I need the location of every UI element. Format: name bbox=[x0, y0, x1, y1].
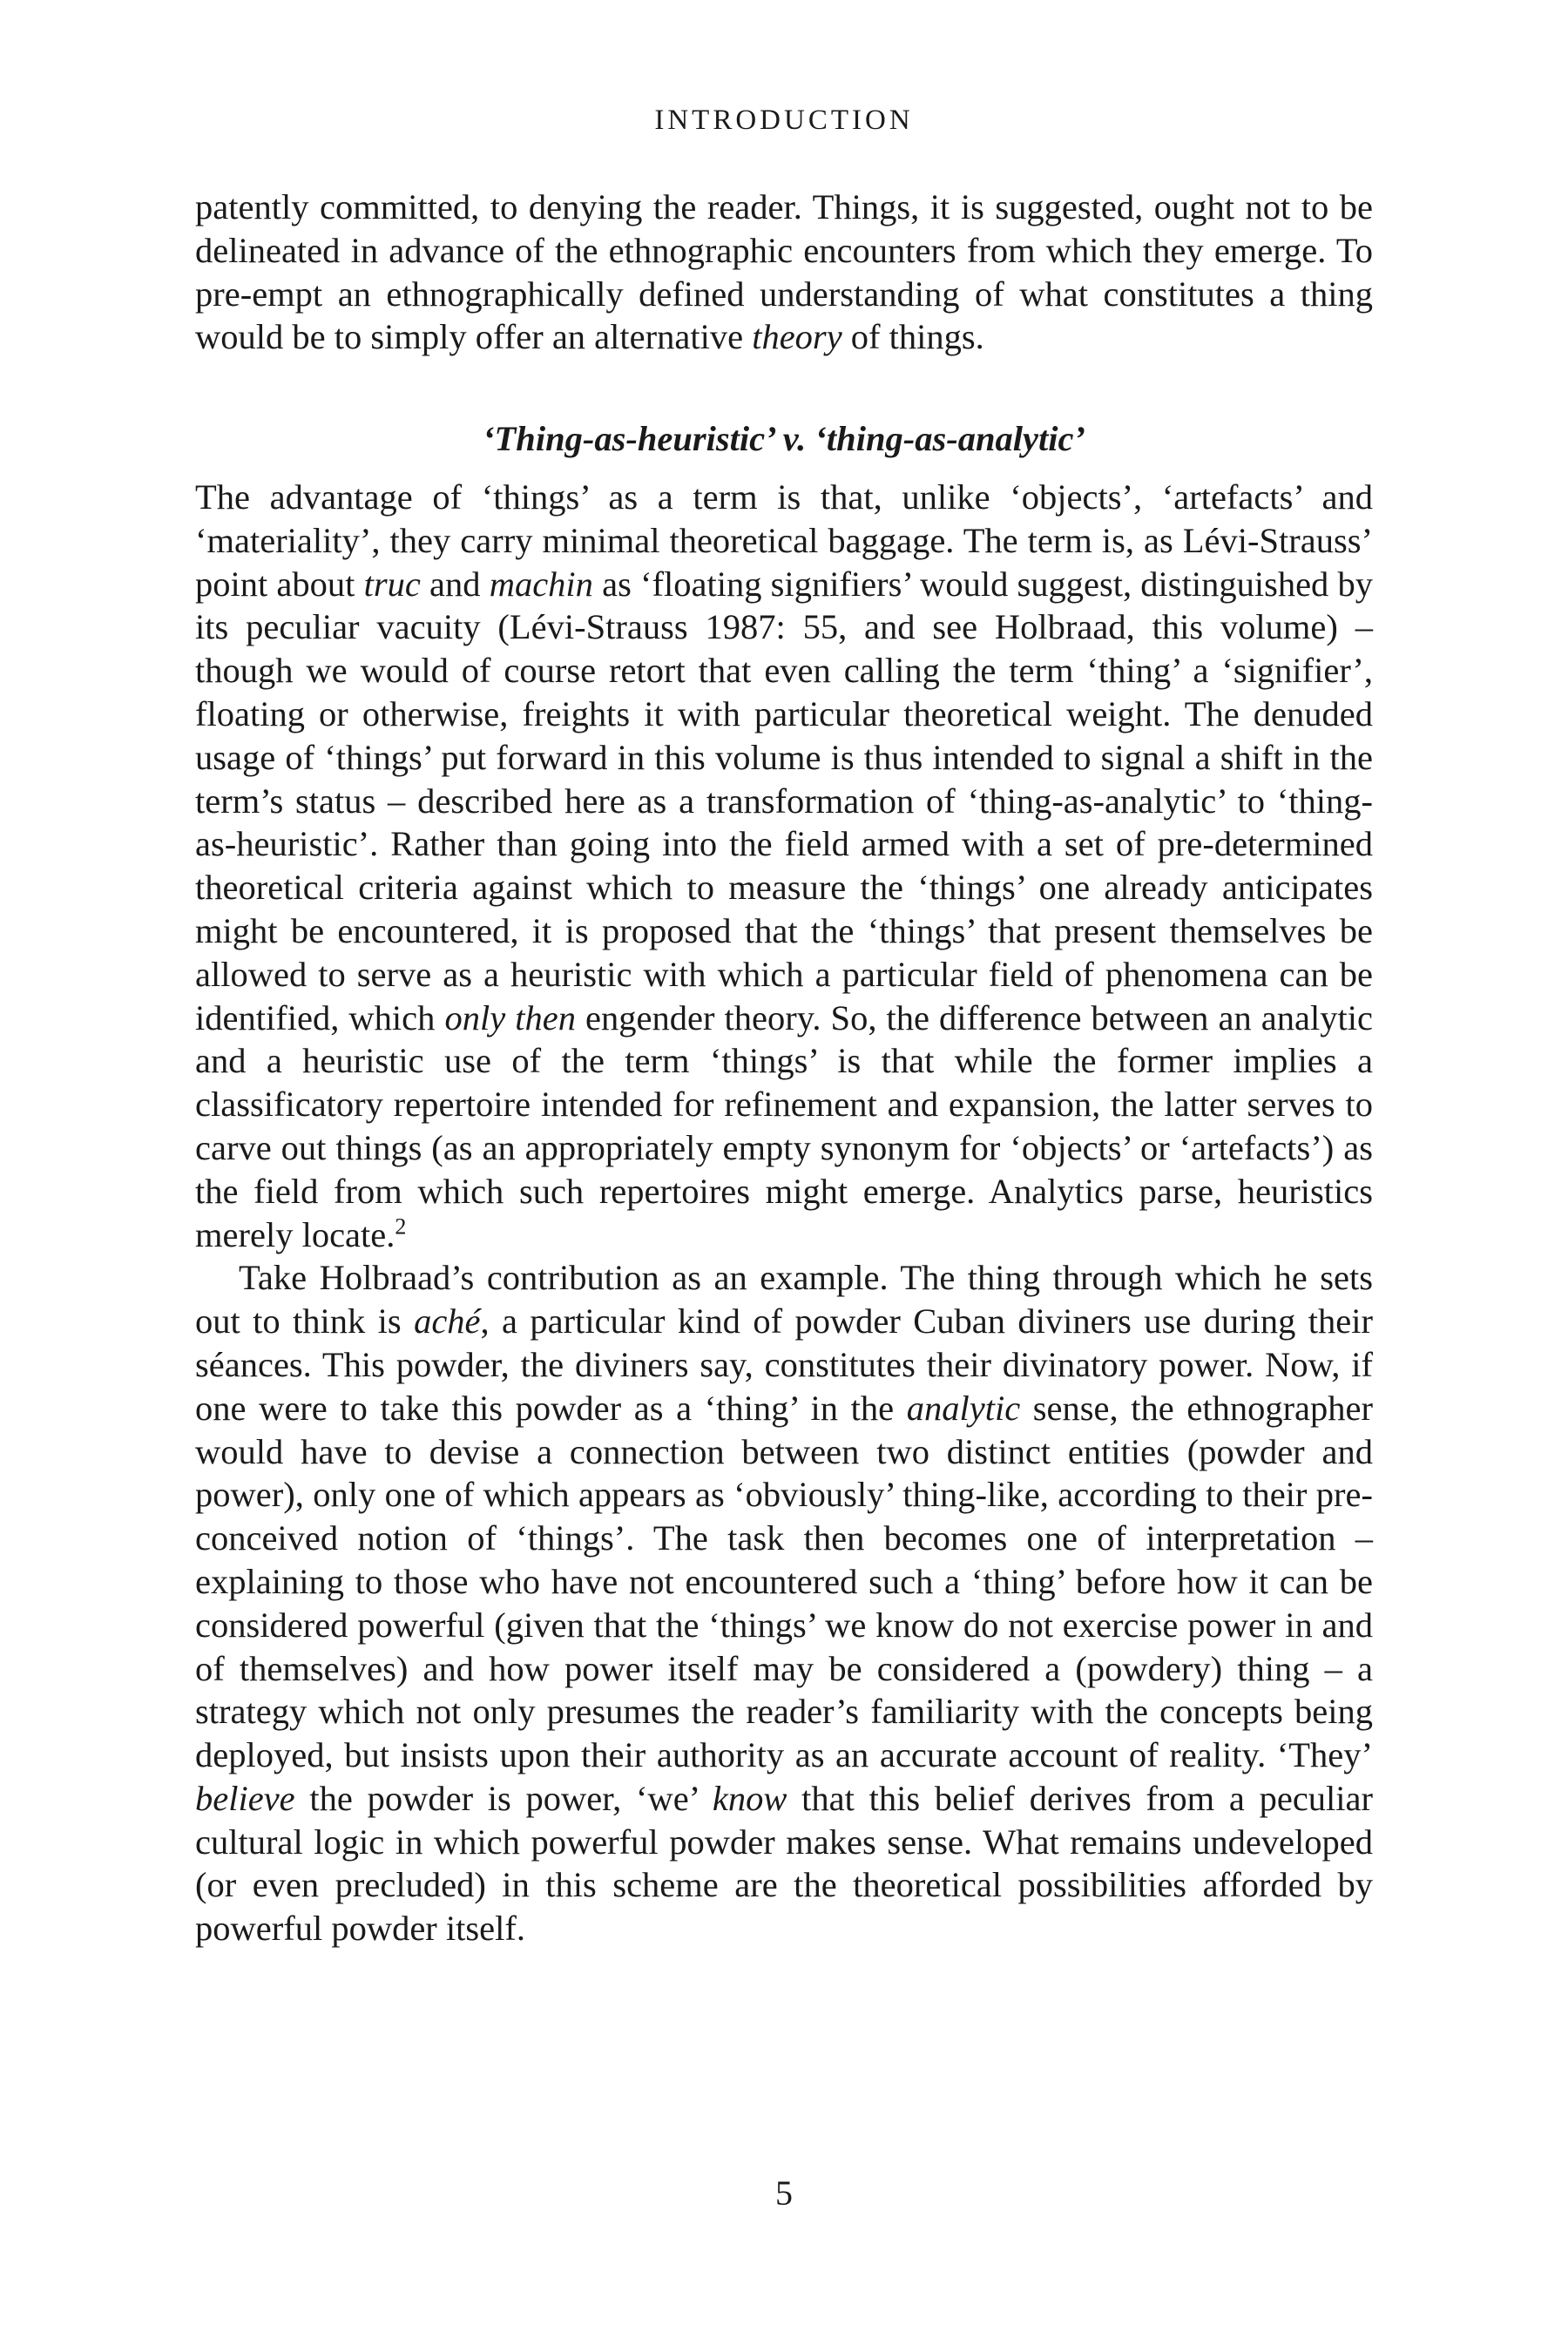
italic-term: know bbox=[712, 1778, 787, 1818]
paragraph-text: and bbox=[420, 564, 490, 604]
italic-term: analytic bbox=[906, 1388, 1021, 1428]
footnote-marker: 2 bbox=[395, 1213, 407, 1240]
italic-term: theory bbox=[752, 317, 842, 357]
paragraph-text: The advantage of ‘things’ as a term is that, unlike ‘objects’, ‘artefacts’ and ‘materiality’, they carry minimal theoretical baggage. The term is, as Lévi-Strauss’ point about bbox=[195, 476, 1373, 604]
paragraph-text: engender theory. So, the difference between an analytic and a heuristic use of the term ‘things’ is that while the former implies a classificatory repertoire intended for refinement and expansion, the latter serves to carve out things (as an appropriately empty synonym for ‘objects’ or ‘artefacts’) as the field from which such repertoires might emerge. Analytics parse, heuristics merely locate. bbox=[195, 997, 1373, 1254]
paragraph-text: the powder is power, ‘we’ bbox=[294, 1778, 713, 1818]
paragraph-text: , a particular kind of powder Cuban diviners use during their séances. This powder, the diviners say, constitutes their divinatory power. Now, if one were to take this powder as a ‘thing’ in the bbox=[195, 1301, 1373, 1428]
page-number: 5 bbox=[775, 2173, 793, 2213]
italic-term: believe bbox=[195, 1778, 295, 1818]
section-heading: ‘Thing-as-heuristic’ v. ‘thing-as-analytic’ bbox=[483, 419, 1085, 459]
italic-term: truc bbox=[363, 564, 421, 604]
paragraph-continued bbox=[195, 186, 1373, 359]
paragraph bbox=[195, 476, 1373, 1256]
paragraph-text: sense, the ethnographer would have to devise a connection between two distinct entities (powder and power), only one of which appears as ‘obviously’ thing-like, according to their pre-conceived notion of ‘things’. The task then becomes one of interpretation – explaining to those who have not encountered such a ‘thing’ before how it can be considered powerful (given that the ‘things’ we know do not exercise power in and of themselves) and how power itself may be considered a (powdery) thing – a strategy which not only presumes the reader’s familiarity with the concepts being deployed, but insists upon their authority as an accurate account of reality. ‘They’ bbox=[195, 1388, 1373, 1775]
paragraph-indented bbox=[195, 1256, 1373, 1950]
paragraph-text: Take Holbraad’s contribution as an example. The thing through which he sets out to think is bbox=[195, 1258, 1373, 1342]
italic-term: only then bbox=[444, 997, 576, 1037]
body-text bbox=[195, 186, 1373, 1950]
paragraph-text: of things. bbox=[841, 317, 984, 357]
italic-term: machin bbox=[489, 564, 593, 604]
running-head: INTRODUCTION bbox=[654, 105, 914, 136]
paragraph-text: that this belief derives from a peculiar cultural logic in which powerful powder makes sense. What remains undeveloped (or even precluded) in this scheme are the theoretical possibilities afforded by powerful powder itself. bbox=[195, 1778, 1374, 1949]
italic-term: aché bbox=[414, 1301, 481, 1342]
paragraph-text: patently committed, to denying the reader. Things, it is suggested, ought not to be delineated in advance of the ethnographic encounters from which they emerge. To pre-empt an ethnographically defined understanding of what constitutes a thing would be to simply offer an alternative bbox=[195, 187, 1373, 357]
paragraph-text: as ‘floating signifiers’ would suggest, distinguished by its peculiar vacuity (Lévi-Strauss 1987: 55, and see Holbraad, this volume) – though we would of course retort that even calling the term ‘thing’ a ‘signifier’, floating or otherwise, freights it with particular theoretical weight. The denuded usage of ‘things’ put forward in this volume is thus intended to signal a shift in the term’s status – described here as a transformation of ‘thing-as-analytic’ to ‘thing-as-heuristic’. Rather than going into the field armed with a set of pre-determined theoretical criteria against which to measure the ‘things’ one already anticipates might be encountered, it is proposed that the ‘things’ that present themselves be allowed to serve as a heuristic with which a particular field of phenomena can be identified, which bbox=[195, 564, 1373, 1037]
